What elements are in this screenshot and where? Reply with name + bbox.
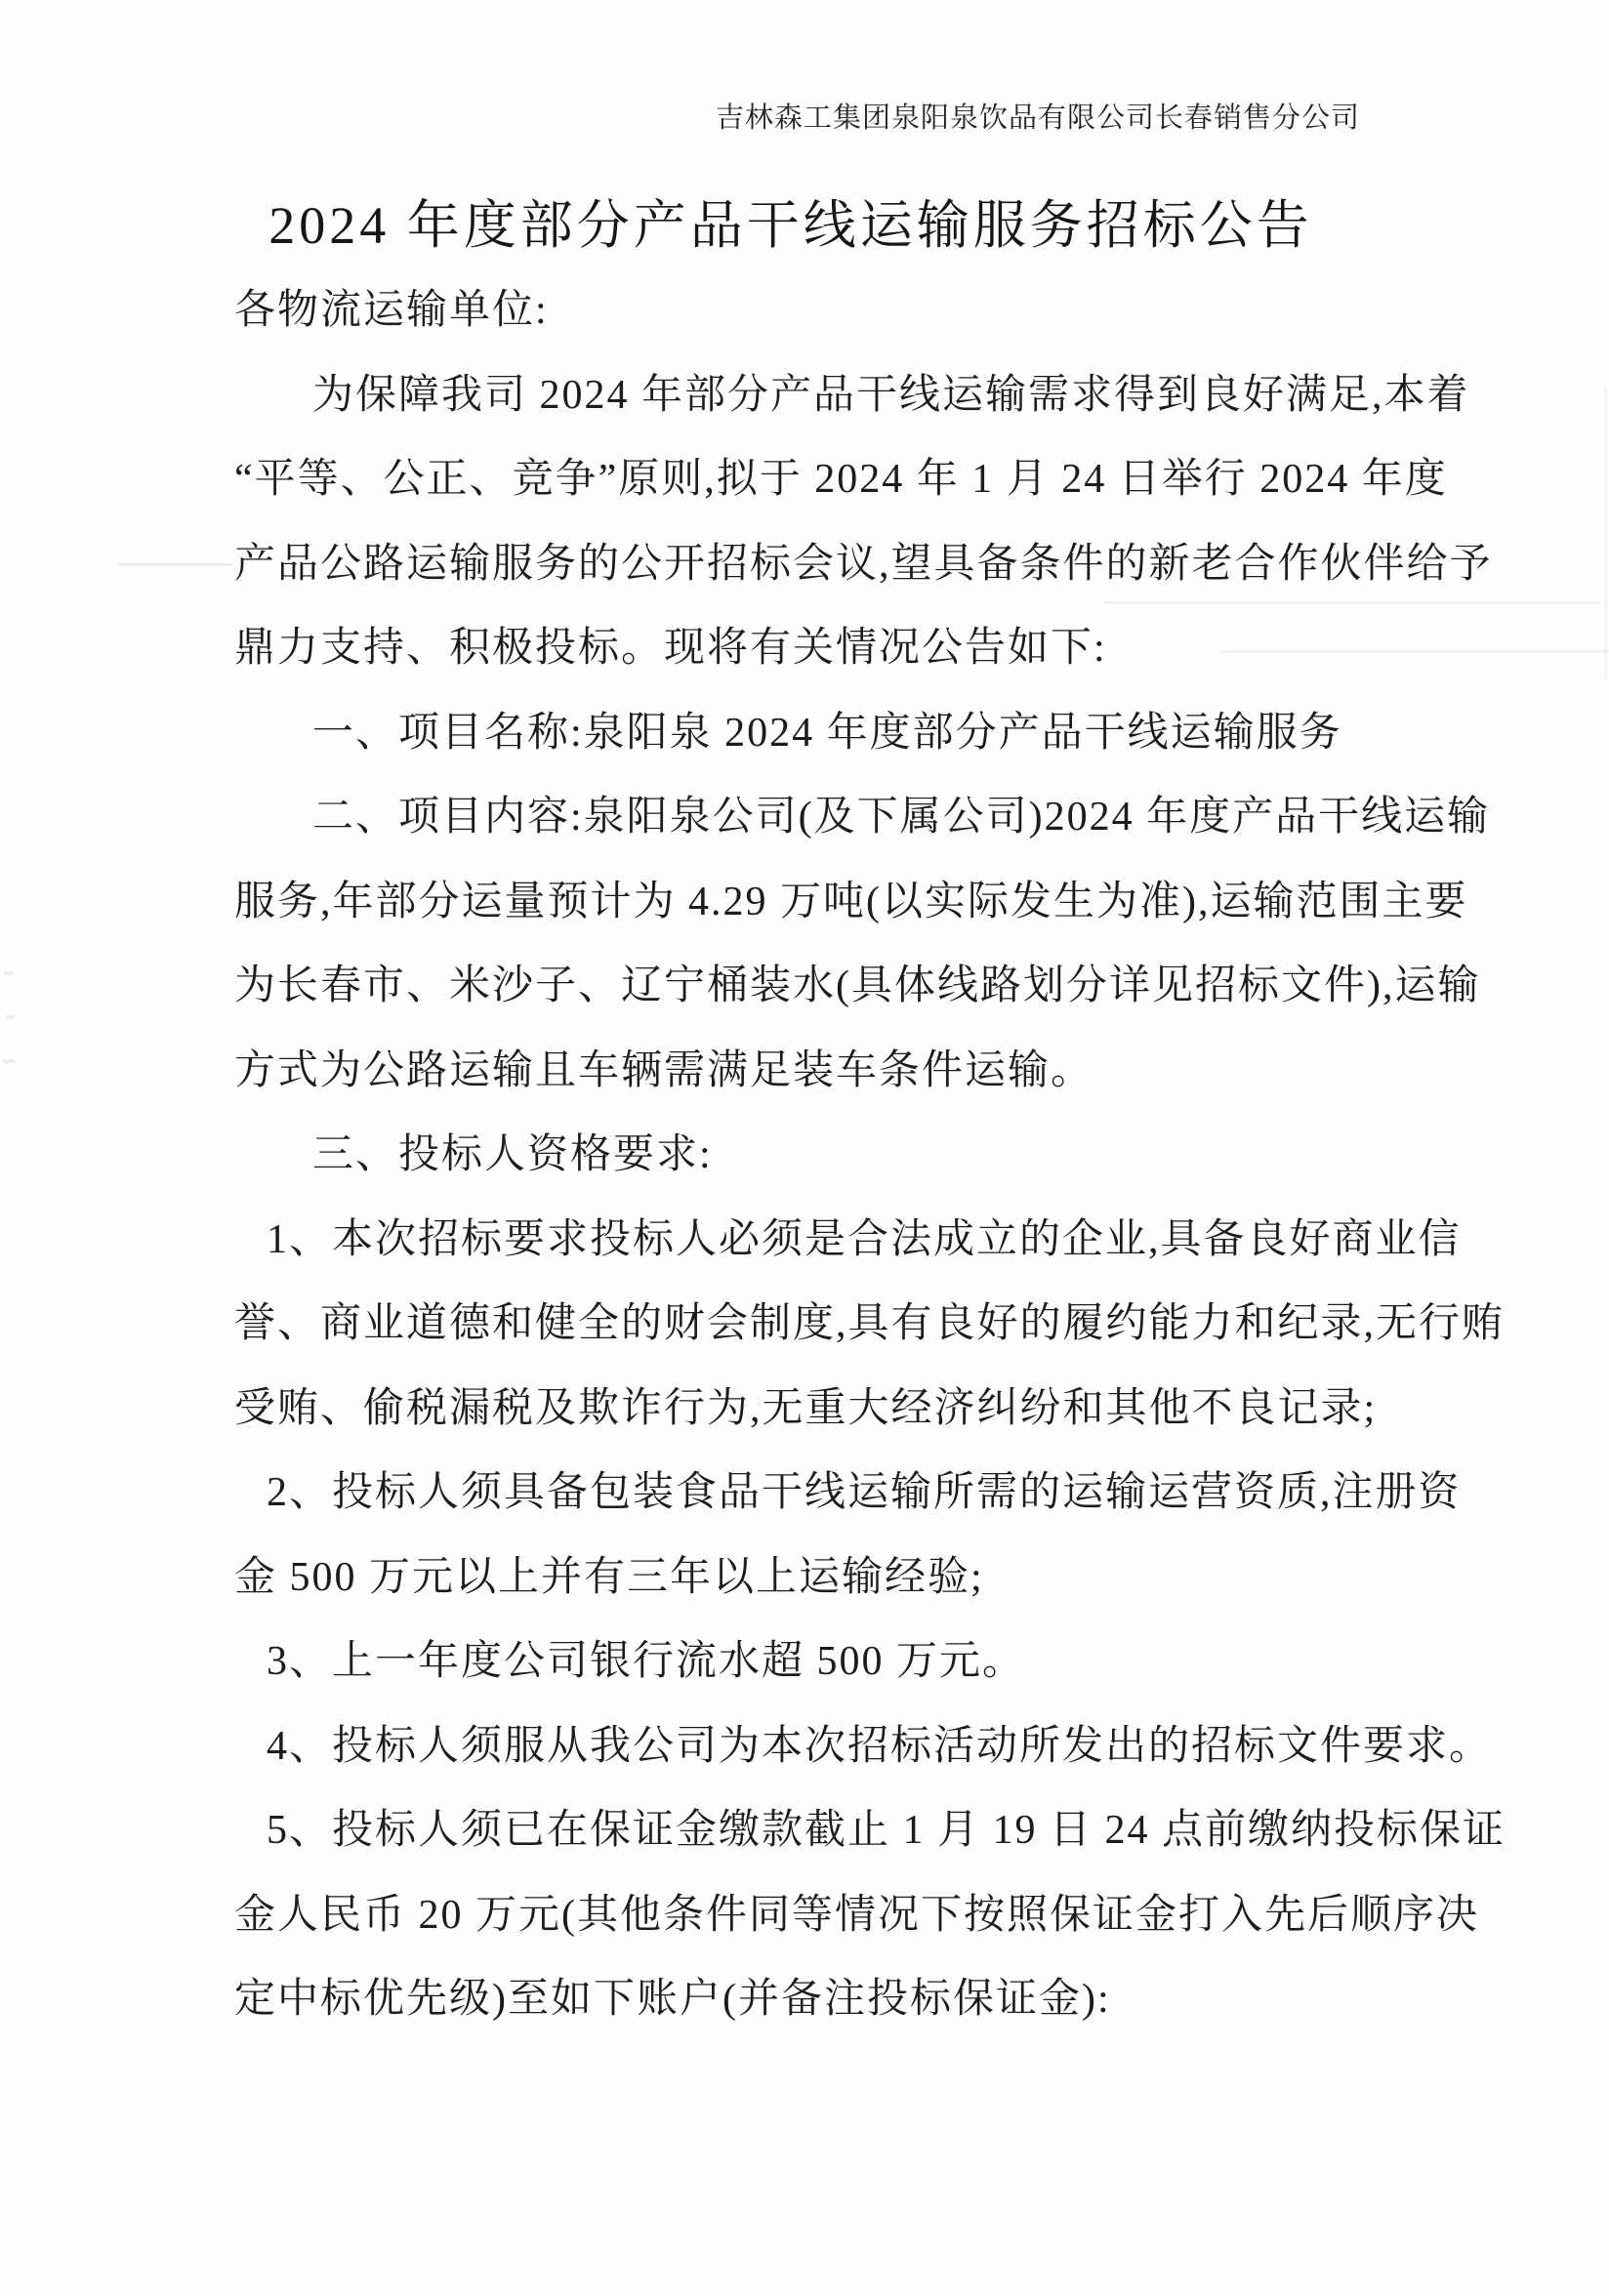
company-header: 吉林森工集团泉阳泉饮品有限公司长春销售分公司 [715, 102, 1360, 134]
body-line: 金 500 万元以上并有三年以上运输经验; [234, 1554, 984, 1600]
document-title: 2024 年度部分产品干线运输服务招标公告 [268, 196, 1313, 255]
body-line: 服务,年部分运量预计为 4.29 万吨(以实际发生为准),运输范围主要 [234, 879, 1468, 924]
scan-artifact [6, 1015, 14, 1019]
body-line: 金人民币 20 万元(其他条件同等情况下按照保证金打入先后顺序决 [234, 1892, 1479, 1938]
body-line: 方式为公路运输且车辆需满足装车条件运输。 [234, 1047, 1094, 1093]
scan-artifact [4, 971, 14, 975]
body-line: 1、本次招标要求投标人必须是合法成立的企业,具备良好商业信 [267, 1216, 1462, 1262]
body-line: 三、投标人资格要求: [312, 1132, 713, 1177]
body-line: 受贿、偷税漏税及欺诈行为,无重大经济纠纷和其他不良记录; [234, 1385, 1378, 1431]
document-body [234, 268, 1506, 2042]
body-line: 为保障我司 2024 年部分产品干线运输需求得到良好满足,本着 [312, 372, 1470, 418]
body-line: 3、上一年度公司银行流水超 500 万元。 [267, 1639, 1026, 1684]
scan-artifact [117, 563, 232, 566]
body-line: 誉、商业道德和健全的财会制度,具有良好的履约能力和纪录,无行贿 [234, 1301, 1506, 1346]
body-line: 5、投标人须已在保证金缴款截止 1 月 19 日 24 点前缴纳投标保证 [267, 1808, 1506, 1853]
body-line: 产品公路运输服务的公开招标会议,望具备条件的新老合作伙伴给予 [234, 541, 1493, 587]
body-line: 各物流运输单位: [234, 288, 549, 333]
scan-artifact [1604, 386, 1607, 678]
body-line: 为长春市、米沙子、辽宁桶装水(具体线路划分详见招标文件),运输 [234, 964, 1481, 1008]
body-line: 4、投标人须服从我公司为本次招标活动所发出的招标文件要求。 [267, 1723, 1493, 1769]
scan-artifact [3, 1059, 15, 1063]
body-line: 2、投标人须具备包装食品干线运输所需的运输运营资质,注册资 [267, 1470, 1462, 1515]
body-line: “平等、公正、竞争”原则,拟于 2024 年 1 月 24 日举行 2024 年度 [234, 457, 1448, 502]
body-line: 一、项目名称:泉阳泉 2024 年度部分产品干线运输服务 [312, 710, 1342, 756]
body-line: 二、项目内容:泉阳泉公司(及下属公司)2024 年度产品干线运输 [312, 795, 1491, 840]
body-line: 鼎力支持、积极投标。现将有关情况公告如下: [234, 626, 1107, 671]
body-line: 定中标优先级)至如下账户(并备注投标保证金): [234, 1977, 1111, 2022]
